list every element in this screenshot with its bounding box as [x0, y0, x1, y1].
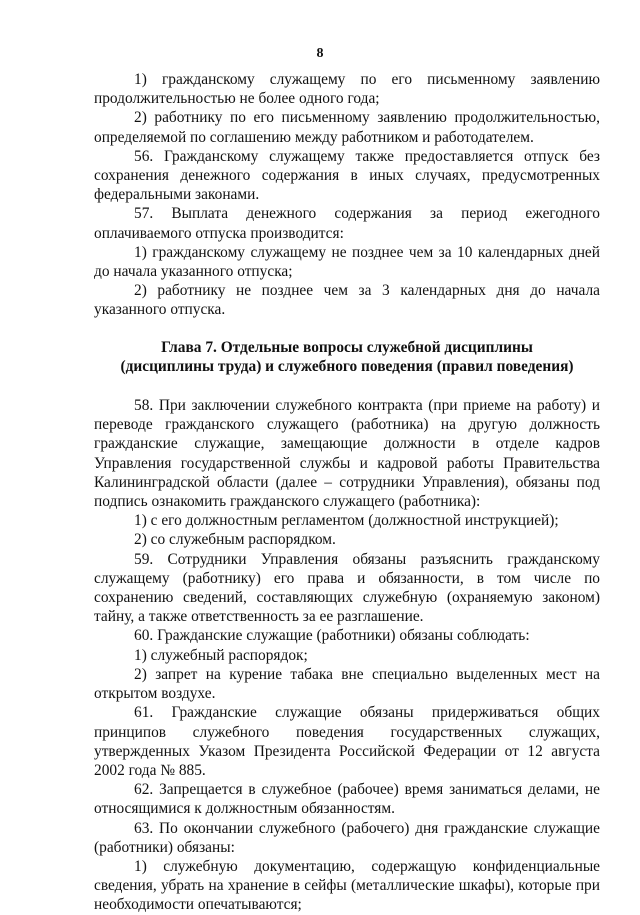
paragraph: 60. Гражданские служащие (работники) обязаны соблюдать: [134, 627, 530, 645]
paragraph: 1) гражданскому служащему по его письменному заявлению продолжительностью не более одного года; [94, 71, 600, 108]
page-number: 8 [316, 46, 324, 61]
paragraph: 58. При заключении служебного контракта (при приеме на работу) и переводе гражданского служащего (работника) на другую должность гражданские служащие, замещающие должности в отделе кадров Управления государственной службы и кадровой работы Правительства Калининградской области (далее – сотрудники Управления), обязаны под подпись ознакомить гражданского служащего (работника): [94, 397, 600, 511]
document-body [94, 70, 600, 915]
paragraph: 1) с его должностным регламентом (должностной инструкцией); [134, 512, 559, 530]
chapter-heading-line: Глава 7. Отдельные вопросы служебной дисциплины [161, 338, 533, 356]
paragraph: 62. Запрещается в служебное (рабочее) время заниматься делами, не относящимися к должностным обязанностям. [94, 781, 600, 818]
paragraph: 56. Гражданскому служащему также предоставляется отпуск без сохранения денежного содержания в иных случаях, предусмотренных федеральными законами. [94, 147, 600, 204]
chapter-heading-line: (дисциплины труда) и служебного поведения (правил поведения) [120, 357, 574, 375]
paragraph: 1) гражданскому служащему не позднее чем за 10 календарных дней до начала указанного отпуска; [94, 243, 600, 281]
chapter-heading [94, 338, 600, 376]
paragraph: 57. Выплата денежного содержания за период ежегодного оплачиваемого отпуска производится: [94, 205, 600, 242]
paragraph: 59. Сотрудники Управления обязаны разъяснить гражданскому служащему (работнику) его права и обязанности, в том числе по сохранению сведений, составляющих служебную (охраняемую законом) тайну, а также ответственность за ее разглашение. [94, 550, 600, 626]
paragraph: 63. По окончании служебного (рабочего) дня гражданские служащие (работники) обязаны: [94, 819, 600, 856]
paragraph: 1) служебный распорядок; [134, 646, 308, 664]
paragraph: 61. Гражданские служащие обязаны придерживаться общих принципов служебного поведения государственных служащих, утвержденных Указом Президента Российской Федерации от 12 августа 2002 года № 885. [94, 704, 600, 779]
paragraph: 2) работнику по его письменному заявлению продолжительностью, определяемой по соглашению между работником и работодателем. [94, 109, 600, 146]
paragraph: 1) служебную документацию, содержащую конфиденциальные сведения, убрать на хранение в сейфы (металлические шкафы), которые при необходимости опечатываются; [94, 857, 600, 914]
paragraph: 2) запрет на курение табака вне специально выделенных мест на открытом воздухе. [94, 665, 600, 703]
paragraph: 2) со служебным распорядком. [134, 531, 336, 549]
paragraph: 2) работнику не позднее чем за 3 календарных дня до начала указанного отпуска. [94, 282, 600, 319]
